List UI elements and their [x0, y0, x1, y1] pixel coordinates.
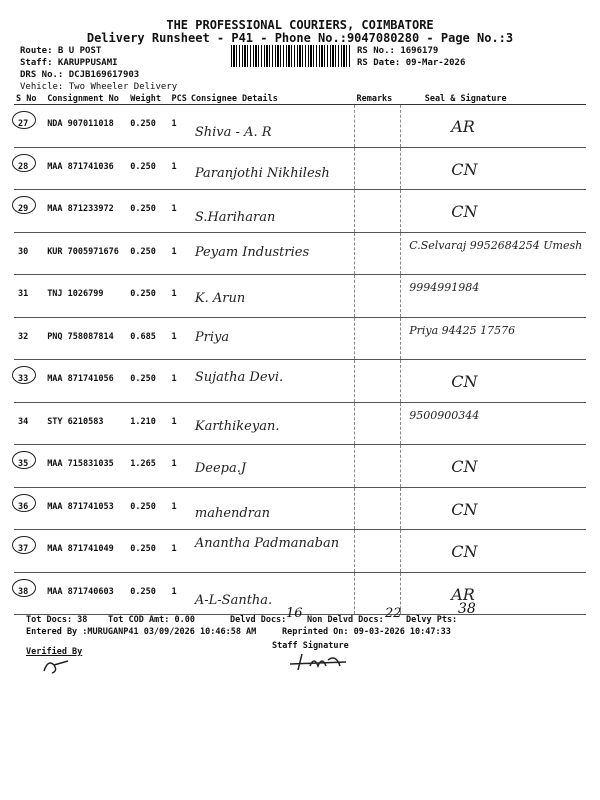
reprinted-on: Reprinted On: 09-03-2026 10:47:33 [282, 627, 451, 637]
consignee-handwriting: Sujatha Devi. [194, 370, 284, 385]
seal-handwriting: CN [451, 372, 478, 391]
cell-seal [401, 275, 586, 318]
cell-consignment [45, 572, 128, 615]
sno-value: 38 [18, 586, 29, 597]
table-row [14, 445, 586, 488]
cell-weight [128, 190, 169, 233]
weight-value: 0.250 [130, 289, 156, 299]
delivery-points-label: Delvy Pts: [406, 615, 458, 625]
cell-consignee [189, 487, 355, 530]
cell-seal [401, 572, 586, 615]
verified-by-label: Verified By [26, 647, 83, 657]
seal-handwriting: 9994991984 [409, 281, 480, 294]
sno-value: 31 [18, 289, 29, 299]
cell-pcs [170, 487, 189, 530]
consignee-handwriting: Paranjothi Nikhilesh [194, 165, 330, 181]
cell-consignee [189, 445, 355, 488]
table-header-row [14, 94, 586, 105]
cell-sno [14, 402, 45, 445]
vehicle-label: Vehicle: Two Wheeler Delivery [20, 82, 178, 92]
cell-weight [128, 487, 169, 530]
cell-seal [401, 232, 586, 275]
cell-seal [401, 190, 586, 233]
pcs-value: 1 [171, 161, 177, 172]
cell-weight [128, 105, 169, 148]
cell-pcs [170, 147, 189, 190]
table-row [14, 317, 586, 360]
consignment-number: MAA 871741056 [47, 374, 114, 384]
cell-sno [14, 275, 45, 318]
table-row [14, 190, 586, 233]
cell-sno [14, 105, 45, 148]
cell-consignment [45, 487, 128, 530]
cell-pcs [170, 402, 189, 445]
seal-handwriting: AR [451, 117, 475, 136]
cell-pcs [170, 275, 189, 318]
cell-remarks [354, 275, 400, 318]
cell-weight [128, 445, 169, 488]
rs-date: RS Date: 09-Mar-2026 [357, 58, 466, 68]
cell-consignee [189, 190, 355, 233]
sno-value: 28 [18, 161, 29, 172]
cell-pcs [170, 572, 189, 615]
consignment-number: NDA 907011018 [47, 119, 114, 129]
cell-sno [14, 487, 45, 530]
staff-signature-scribble [288, 652, 350, 672]
weight-value: 0.250 [130, 119, 156, 129]
weight-value: 0.250 [130, 501, 156, 512]
weight-value: 0.250 [130, 204, 156, 214]
pcs-value: 1 [171, 544, 177, 554]
cell-pcs [170, 105, 189, 148]
cell-remarks [354, 190, 400, 233]
verified-signature-scribble [40, 655, 74, 677]
consignee-handwriting: S.Hariharan [194, 210, 276, 225]
route-label: Route: B U POST [20, 46, 102, 56]
cell-consignment [45, 275, 128, 318]
consignment-number: MAA 871741036 [47, 161, 114, 172]
cell-consignee [189, 360, 355, 403]
sno-value: 30 [18, 246, 29, 257]
pcs-value: 1 [171, 459, 177, 469]
cell-consignment [45, 360, 128, 403]
cell-remarks [354, 487, 400, 530]
pcs-value: 1 [171, 501, 177, 512]
cell-consignee [189, 275, 355, 318]
cell-weight [128, 402, 169, 445]
barcode-image [231, 45, 352, 67]
cell-pcs [170, 190, 189, 233]
consignee-handwriting: Priya [194, 329, 230, 345]
staff-signature-label: Staff Signature [272, 641, 349, 651]
col-remarks: Remarks [354, 94, 400, 105]
cell-consignment [45, 232, 128, 275]
pcs-value: 1 [171, 246, 177, 257]
cell-pcs [170, 360, 189, 403]
cell-pcs [170, 530, 189, 573]
cell-remarks [354, 360, 400, 403]
cell-consignee [189, 530, 355, 573]
col-consignee: Consignee Details [189, 94, 355, 105]
cell-remarks [354, 317, 400, 360]
cell-sno [14, 360, 45, 403]
cell-consignee [189, 232, 355, 275]
staff-label: Staff: KARUPPUSAMI [20, 58, 118, 68]
seal-handwriting: CN [451, 499, 478, 519]
table-row [14, 360, 586, 403]
consignment-number: MAA 715831035 [47, 459, 114, 469]
table-row [14, 530, 586, 573]
consignment-number: STY 6210583 [47, 416, 104, 427]
pcs-value: 1 [171, 119, 177, 129]
seal-handwriting: Priya 94425 17576 [409, 323, 516, 337]
weight-value: 0.685 [130, 331, 156, 342]
cell-weight [128, 275, 169, 318]
cell-weight [128, 232, 169, 275]
weight-value: 1.265 [130, 459, 156, 469]
pcs-value: 1 [171, 289, 177, 299]
delivered-docs-label: Delvd Docs: [230, 615, 287, 625]
cell-seal [401, 105, 586, 148]
col-weight: Weight [128, 94, 169, 105]
cell-sno [14, 147, 45, 190]
consignment-number: KUR 7005971676 [47, 246, 119, 257]
cell-consignment [45, 445, 128, 488]
cell-consignee [189, 572, 355, 615]
cell-consignee [189, 317, 355, 360]
cell-remarks [354, 232, 400, 275]
consignment-number: MAA 871740603 [47, 586, 114, 597]
cell-seal [401, 317, 586, 360]
col-seal: Seal & Signature [401, 94, 586, 105]
seal-handwriting: C.Selvaraj 9952684254 Umesh [409, 238, 583, 252]
col-pcs: PCS [171, 94, 187, 104]
delivered-docs-handwritten: 16 [286, 606, 303, 621]
sno-value: 32 [18, 331, 29, 342]
consignee-handwriting: mahendran [194, 505, 271, 521]
cell-weight [128, 360, 169, 403]
consignment-number: MAA 871741049 [47, 544, 114, 554]
col-sno: S No [14, 94, 45, 105]
table-row [14, 487, 586, 530]
cell-sno [14, 317, 45, 360]
sno-value: 35 [18, 459, 29, 469]
cell-weight [128, 572, 169, 615]
seal-handwriting: CN [451, 542, 478, 561]
cell-sno [14, 190, 45, 233]
non-delivered-handwritten: 22 [385, 606, 402, 621]
sno-value: 37 [18, 544, 29, 554]
weight-value: 0.250 [130, 161, 156, 172]
consignment-number: MAA 871233972 [47, 204, 114, 214]
consignment-number: PNQ 758087814 [47, 331, 114, 342]
weight-value: 0.250 [130, 544, 156, 554]
sno-value: 36 [18, 501, 29, 512]
seal-handwriting: AR [451, 584, 475, 604]
cell-consignee [189, 105, 355, 148]
cell-consignment [45, 317, 128, 360]
consignee-handwriting: A-L-Santha. [194, 592, 273, 608]
cell-sno [14, 232, 45, 275]
seal-handwriting: CN [451, 457, 478, 476]
cell-consignee [189, 402, 355, 445]
col-consignment: Consignment No [45, 94, 128, 105]
cell-seal [401, 147, 586, 190]
table-row [14, 402, 586, 445]
cell-weight [128, 147, 169, 190]
rs-number: RS No.: 1696179 [357, 46, 439, 56]
cell-sno [14, 530, 45, 573]
pcs-value: 1 [171, 331, 177, 342]
cell-pcs [170, 232, 189, 275]
cell-consignment [45, 105, 128, 148]
sno-value: 33 [18, 374, 29, 384]
entered-by: Entered By :MURUGANP41 03/09/2026 10:46:58 AM [26, 627, 257, 637]
weight-value: 1.210 [130, 416, 156, 427]
pcs-value: 1 [171, 586, 177, 597]
company-title: THE PROFESSIONAL COURIERS, COIMBATORE [166, 18, 434, 32]
non-delivered-label: Non Delvd Docs: [307, 615, 384, 625]
cell-consignee [189, 147, 355, 190]
cell-seal [401, 530, 586, 573]
consignee-handwriting: Karthikeyan. [194, 418, 280, 434]
table-row [14, 105, 586, 148]
total-cod: Tot COD Amt: 0.00 [108, 615, 195, 625]
consignment-number: MAA 871741053 [47, 501, 114, 512]
consignment-number: TNJ 1026799 [47, 289, 104, 299]
runsheet-subtitle: Delivery Runsheet - P41 - Phone No.:9047080280 - Page No.:3 [86, 31, 514, 45]
cell-seal [401, 360, 586, 403]
table-row [14, 232, 586, 275]
pcs-value: 1 [171, 204, 177, 214]
total-docs: Tot Docs: 38 [26, 615, 88, 625]
cell-sno [14, 572, 45, 615]
sno-value: 34 [18, 416, 29, 427]
delivery-points-handwritten: 38 [458, 601, 476, 617]
cell-seal [401, 402, 586, 445]
table-row [14, 147, 586, 190]
table-row [14, 275, 586, 318]
cell-consignment [45, 147, 128, 190]
cell-weight [128, 530, 169, 573]
sno-value: 29 [18, 204, 29, 214]
cell-sno [14, 445, 45, 488]
cell-seal [401, 487, 586, 530]
consignee-handwriting: Shiva - A. R [194, 125, 272, 140]
consignee-handwriting: Peyam Industries [194, 244, 310, 260]
cell-weight [128, 317, 169, 360]
cell-consignment [45, 402, 128, 445]
sno-value: 27 [18, 119, 29, 129]
weight-value: 0.250 [130, 374, 156, 384]
cell-pcs [170, 445, 189, 488]
consignee-handwriting: K. Arun [194, 291, 246, 306]
weight-value: 0.250 [130, 246, 156, 257]
cell-remarks [354, 402, 400, 445]
cell-remarks [354, 147, 400, 190]
cell-remarks [354, 105, 400, 148]
seal-handwriting: 9500900344 [409, 408, 480, 422]
cell-remarks [354, 530, 400, 573]
cell-consignment [45, 190, 128, 233]
cell-pcs [170, 317, 189, 360]
consignee-handwriting: Deepa.J [194, 461, 247, 476]
cell-seal [401, 445, 586, 488]
consignee-handwriting: Anantha Padmanaban [194, 536, 340, 551]
runsheet-table [14, 94, 586, 615]
weight-value: 0.250 [130, 586, 156, 597]
cell-remarks [354, 445, 400, 488]
pcs-value: 1 [171, 416, 177, 427]
seal-handwriting: CN [451, 202, 478, 221]
seal-handwriting: CN [451, 159, 478, 179]
drs-number: DRS No.: DCJB169617903 [20, 70, 140, 80]
pcs-value: 1 [171, 374, 177, 384]
cell-consignment [45, 530, 128, 573]
